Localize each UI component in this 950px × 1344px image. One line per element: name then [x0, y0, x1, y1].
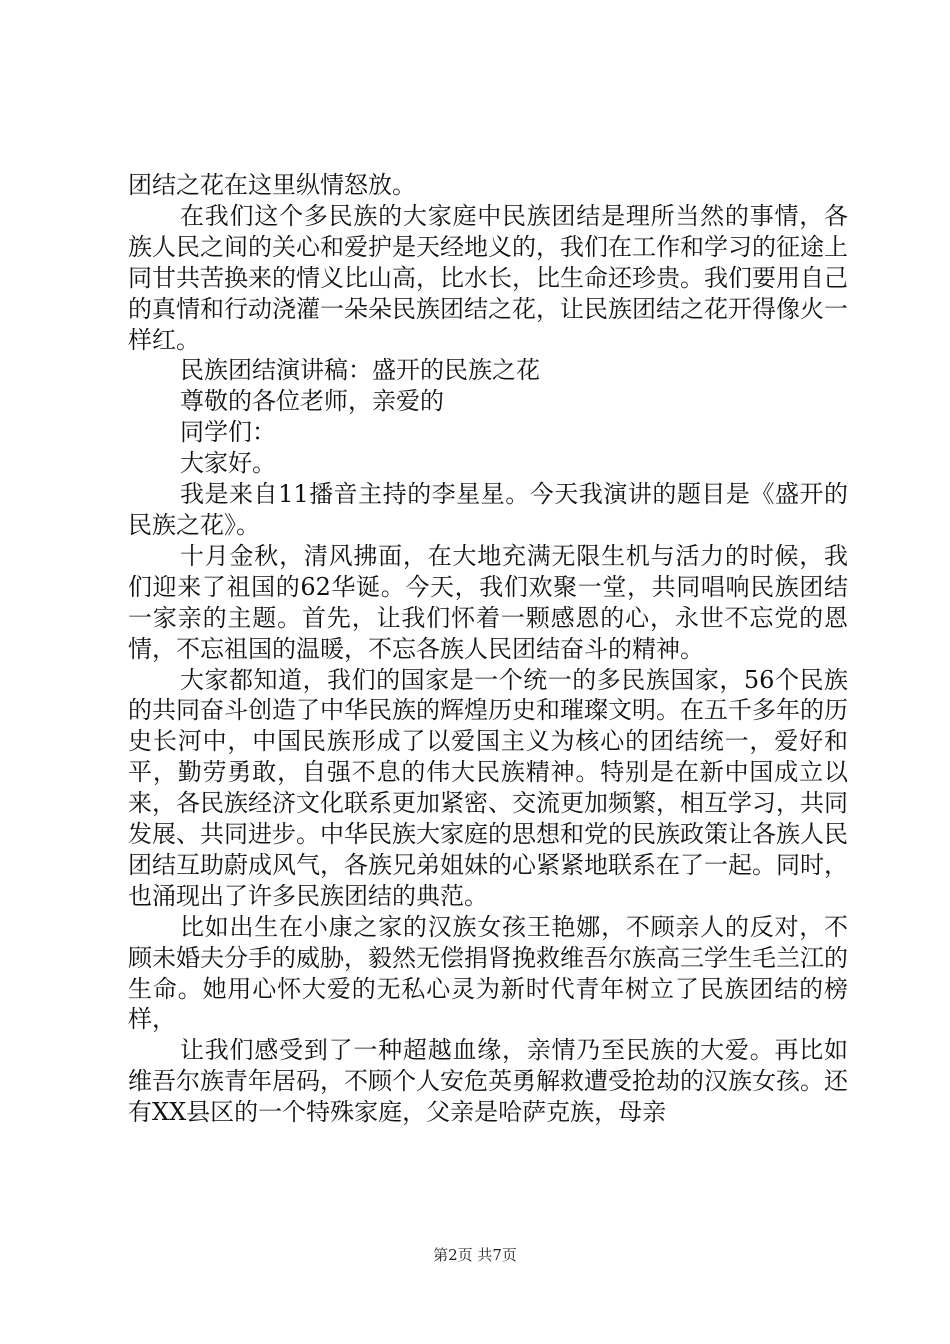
page-number-footer: 第2页 共7页	[433, 1246, 517, 1264]
paragraph-example-2: 让我们感受到了一种超越血缘，亲情乃至民族的大爱。再比如维吾尔族青年居码，不顾个人安危英勇解救遭受抢劫的汉族女孩。还有XX县区的一个特殊家庭，父亲是哈萨克族，母亲	[128, 1036, 848, 1127]
paragraph-example-1: 比如出生在小康之家的汉族女孩王艳娜，不顾亲人的反对，不顾未婚夫分手的威胁，毅然无偿捐肾挽救维吾尔族高三学生毛兰江的生命。她用心怀大爱的无私心灵为新时代青年树立了民族团结的榜样，	[128, 912, 848, 1034]
document-body	[128, 170, 848, 1128]
paragraph-2: 在我们这个多民族的大家庭中民族团结是理所当然的事情，各族人民之间的关心和爱护是天经地义的，我们在工作和学习的征途上同甘共苦换来的情义比山高，比水长，比生命还珍贵。我们要用自己的真情和行动浇灌一朵朵民族团结之花，让民族团结之花开得像火一样红。	[128, 201, 848, 354]
paragraph-1: 团结之花在这里纵情怒放。	[128, 171, 416, 199]
paragraph-nation: 大家都知道，我们的国家是一个统一的多民族国家，56个民族的共同奋斗创造了中华民族的辉煌历史和璀璨文明。在五千多年的历史长河中，中国民族形成了以爱国主义为核心的团结统一，爱好和平，勤劳勇敢，自强不息的伟大民族精神。特别是在新中国成立以来，各民族经济文化联系更加紧密、交流更加频繁，相互学习，共同发展、共同进步。中华民族大家庭的思想和党的民族政策让各族人民团结互助蔚成风气，各族兄弟姐妹的心紧紧地联系在了一起。同时，也涌现出了许多民族团结的典范。	[128, 665, 848, 910]
salutation-line-1: 尊敬的各位老师，亲爱的	[180, 387, 444, 416]
salutation-line-2: 同学们：	[180, 418, 276, 447]
paragraph-introduction: 我是来自11播音主持的李星星。今天我演讲的题目是《盛开的民族之花》。	[128, 480, 848, 539]
speech-title: 民族团结演讲稿：盛开的民族之花	[180, 356, 540, 385]
paragraph-autumn: 十月金秋，清风拂面，在大地充满无限生机与活力的时候，我们迎来了祖国的62华诞。今天，我们欢聚一堂，共同唱响民族团结一家亲的主题。首先，让我们怀着一颗感恩的心，永世不忘党的恩情，不忘祖国的温暖，不忘各族人民团结奋斗的精神。	[128, 541, 848, 663]
greeting: 大家好。	[180, 449, 276, 478]
